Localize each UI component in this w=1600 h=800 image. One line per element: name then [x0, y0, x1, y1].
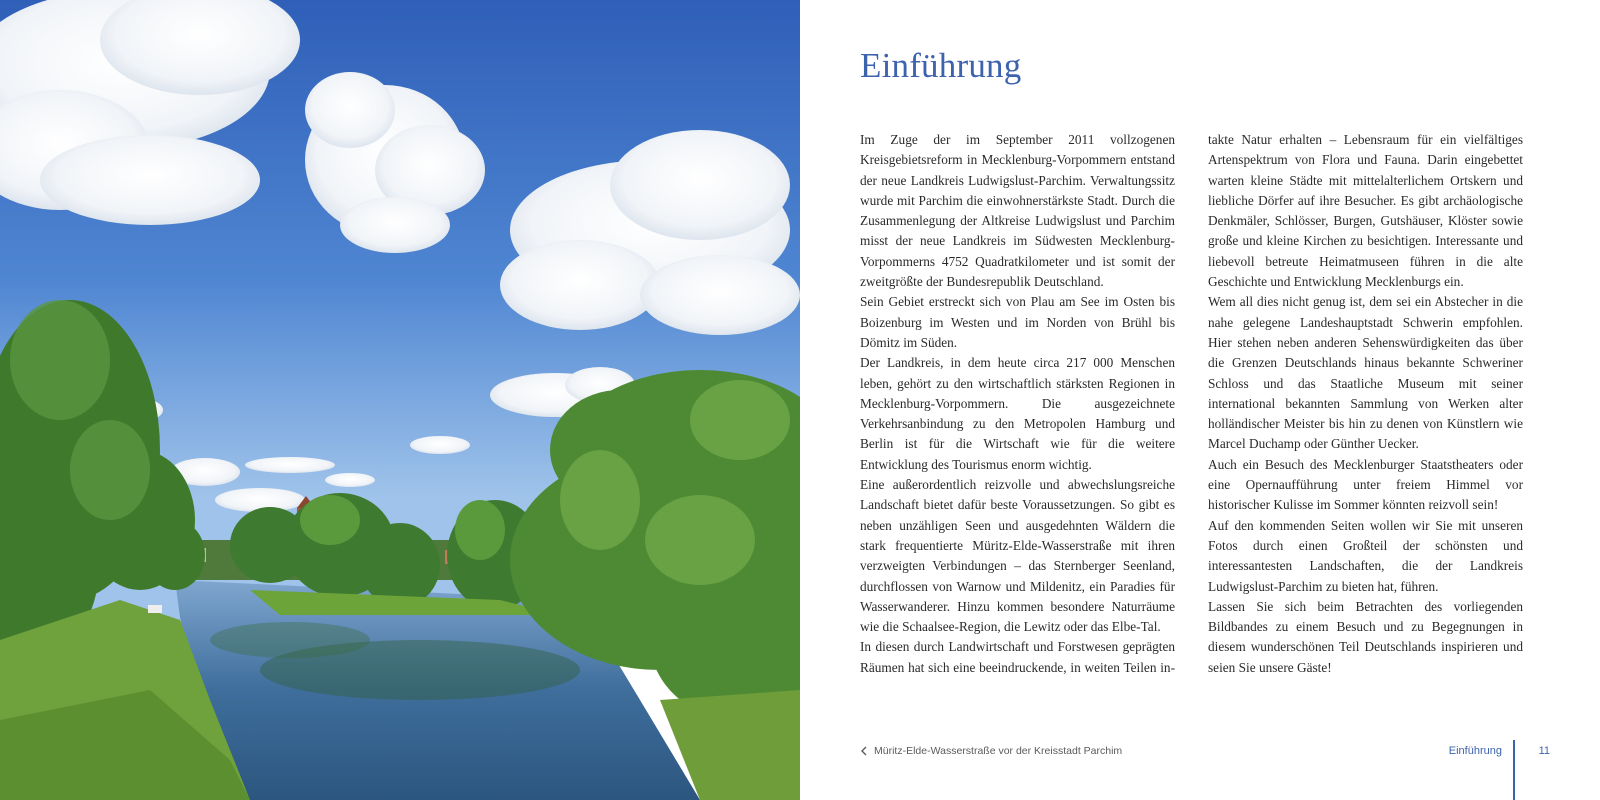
- text-column-right: [1208, 130, 1523, 678]
- paragraph: Sein Gebiet erstreckt sich von Plau am See im Osten bis Boizenburg im Westen und im Norden von Brühl bis Dömitz im Süden.: [860, 294, 1175, 350]
- text-page: [800, 0, 1600, 800]
- page-title: Einführung: [860, 46, 1022, 85]
- running-footer-section: Einführung: [1448, 745, 1502, 757]
- chevron-left-icon: [860, 746, 868, 756]
- paragraph: Im Zuge der im September 2011 vollzogenen Kreisgebietsreform in Mecklenburg-Vorpommern entstand der neue Landkreis Ludwigslust-Parchim. Verwaltungssitz wurde mit Parchim die einwohnerstärkste Stadt. Durch die Zusammenlegung der Altkreise Ludwigslust und Parchim misst der neue Landkreis im Südwesten Mecklenburg-Vorpommerns 4752 Quadratkilometer und ist somit der zweitgrößte der Bundesrepublik Deutschland.: [860, 132, 1175, 290]
- paragraph: Der Landkreis, in dem heute circa 217 000 Menschen leben, gehört zu den wirtschaftlich stärksten Regionen in Mecklenburg-Vorpommern. Die ausgezeichnete Verkehrsanbindung zu den Metropolen Hamburg und Berlin ist für die Wirtschaft wie für die weitere Entwicklung des Tourismus enorm wichtig.: [860, 355, 1175, 472]
- photo-caption: [860, 745, 1122, 757]
- paragraph: Auch ein Besuch des Mecklenburger Staatstheaters oder eine Opernaufführung unter freiem Himmel vor historischer Kulisse im Sommer könnten reizvoll sein!: [1208, 456, 1523, 513]
- footer-divider: [1513, 740, 1515, 800]
- paragraph: Wem all dies nicht genug ist, dem sei ein Abstecher in die nahe gelegene Landeshauptstadt Schwerin empfohlen. Hier stehen neben anderen Sehenswürdigkeiten das über die Grenzen Deutschlands hinaus bekannte Schweriner Schloss und das Staatliche Museum mit seiner international bekannten Sammlung von Werken alter holländischer Meister bis hin zu denen von Künstlern wie Marcel Duchamp oder Günther Uecker.: [1208, 294, 1523, 452]
- paragraph: Auf den kommenden Seiten wollen wir Sie mit unseren Fotos durch einen Großteil der schönsten und interessantesten Landschaften, die der Landkreis Ludwigslust-Parchim zu bieten hat, führen.: [1208, 517, 1523, 594]
- paragraph: Eine außerordentlich reizvolle und abwechslungsreiche Landschaft bietet dafür beste Voraussetzungen. So gibt es neben unzähligen Seen und ausgedehnten Wäldern die stark frequentierte Müritz-Elde-Wasserstraße mit ihren verzweigten Verbindungen – das Sternberger Seenland, durchflossen von Warnow und Mildenitz, ein Paradies für Wasserwanderer. Hinzu kommen besondere Naturräume wie die Schaalsee-Region, die Lewitz oder das Elbe-Tal.: [860, 477, 1175, 635]
- paragraph: Lassen Sie sich beim Betrachten des vorliegenden Bildbandes zu einem Besuch und zu Begegnungen in diesem wunderschönen Teil Deutschlands inspirieren und seien Sie unsere Gäste!: [1208, 598, 1523, 675]
- photo-caption-text: Müritz-Elde-Wasserstraße vor der Kreisstadt Parchim: [874, 745, 1123, 757]
- page-number: 11: [1538, 745, 1550, 757]
- paragraph: In diesen durch Landwirtschaft und Forstwesen geprägten Räumen hat sich eine beeindruckende, in weiten Teilen in-: [860, 639, 1175, 675]
- paragraph: takte Natur erhalten – Lebensraum für ein vielfältiges Artenspektrum von Flora und Fauna. Darin eingebettet warten kleine Städte mit mittelalterlichem Ortskern und liebliche Dörfer auf ihre Besucher. Es gibt archäologische Denkmäler, Schlösser, Burgen, Gutshäuser, Klöster sowie große und kleine Kirchen zu besichtigen. Interessante und liebevoll betreute Heimatmuseen führen in die alte Geschichte und Entwicklung Mecklenburgs ein.: [1208, 132, 1523, 290]
- text-column-left: [860, 130, 1175, 678]
